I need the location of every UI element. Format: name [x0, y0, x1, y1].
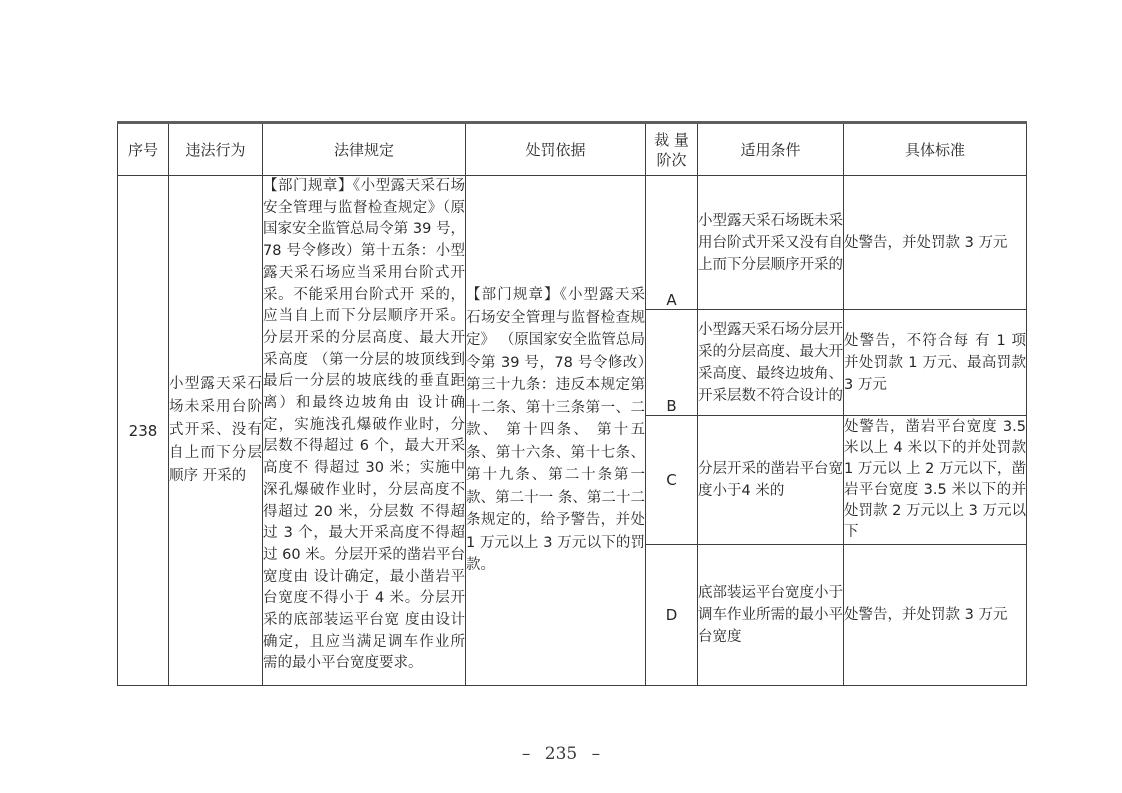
header-penalty-basis: 处罚依据 [466, 123, 646, 176]
condition-a: 小型露天采石场既未采用台阶式开采又没有自上而下分层顺序开采的 [698, 176, 844, 310]
legal-provision-cell: 【部门规章】《小型露天采石场安全管理与监督检查规定》（原国家安全监管总局令第 39 号，78 号令修改）第十五条：小型露天采石场应当采用台阶式开采。不能采用台阶式开 采的，应当自上而下分层顺序开采。分层开采的分层高度、最大开采高度 （第一分层的坡顶线到最后一分层的坡底线的垂直距离）和最终边坡角由 设计确定，实施浅孔爆破作业时，分层数不得超过 6 个，最大开采高度不 得超过 30 米；实施中深孔爆破作业时，分层高度不得超过 20 米，分层数 不得超过 3 个，最大开采高度不得超过 60 米。分层开采的凿岩平台宽度由 设计确定，最小凿岩平台宽度不得小于 4 米。分层开采的底部装运平台宽 度由设计确定，且应当满足调车作业所需的最小平台宽度要求。 [263, 176, 466, 686]
page-number: – 235 – [521, 744, 601, 764]
illegal-behavior-cell: 小型露天采石场未采用台阶式开采、没有自上而下分层顺序 开采的 [169, 176, 263, 686]
standard-d: 处警告，并处罚款 3 万元 [844, 545, 1027, 686]
header-specific-standard: 具体标准 [844, 123, 1027, 176]
standard-a: 处警告，并处罚款 3 万元 [844, 176, 1027, 310]
penalty-basis-cell: 【部门规章】《小型露天采石场安全管理与监督检查规定》 （原国家安全监管总局令第 39 号，78 号令修改）第三十九条：违反本规定第十二条、第十三条第一、二款、 第十四条、 第十五条、第十六条、第十七条、第十九条、第二十条第一款、第二十一 条、第二十二条规定的，给予警告，并处 1 万元以上 3 万元以下的罚款。 [466, 176, 646, 686]
serial-number-cell: 238 [118, 176, 169, 686]
condition-b: 小型露天采石场分层开采的分层高度、最大开采高度、最终边坡角、开采层数不符合设计的 [698, 310, 844, 416]
table-header-row [118, 123, 1027, 176]
header-discretion-level-line2: 阶次 [656, 150, 687, 169]
condition-d: 底部装运平台宽度小于调车作业所需的最小平台宽度 [698, 545, 844, 686]
condition-c: 分层开采的凿岩平台宽度小于4 米的 [698, 416, 844, 545]
header-illegal-behavior: 违法行为 [169, 123, 263, 176]
penalty-discretion-table [117, 121, 1027, 686]
header-discretion-level [646, 123, 698, 176]
header-discretion-level-line1: 裁 量 [654, 130, 689, 149]
header-applicable-condition: 适用条件 [698, 123, 844, 176]
header-serial-number: 序号 [118, 123, 169, 176]
discretion-level-a: A [646, 176, 698, 310]
standard-b: 处警告，不符合每 有 1 项并处罚款 1 万元、最高罚款 3 万元 [844, 310, 1027, 416]
header-legal-provision: 法律规定 [263, 123, 466, 176]
table-row-level-a [118, 176, 1027, 310]
discretion-level-c: C [646, 416, 698, 545]
discretion-level-b: B [646, 310, 698, 416]
discretion-level-d: D [646, 545, 698, 686]
standard-c: 处警告，凿岩平台宽度 3.5 米以上 4 米以下的并处罚款 1 万元以 上 2 万元以下，凿岩平台宽度 3.5 米以下的并处罚款 2 万元以上 3 万元以下 [844, 416, 1027, 545]
